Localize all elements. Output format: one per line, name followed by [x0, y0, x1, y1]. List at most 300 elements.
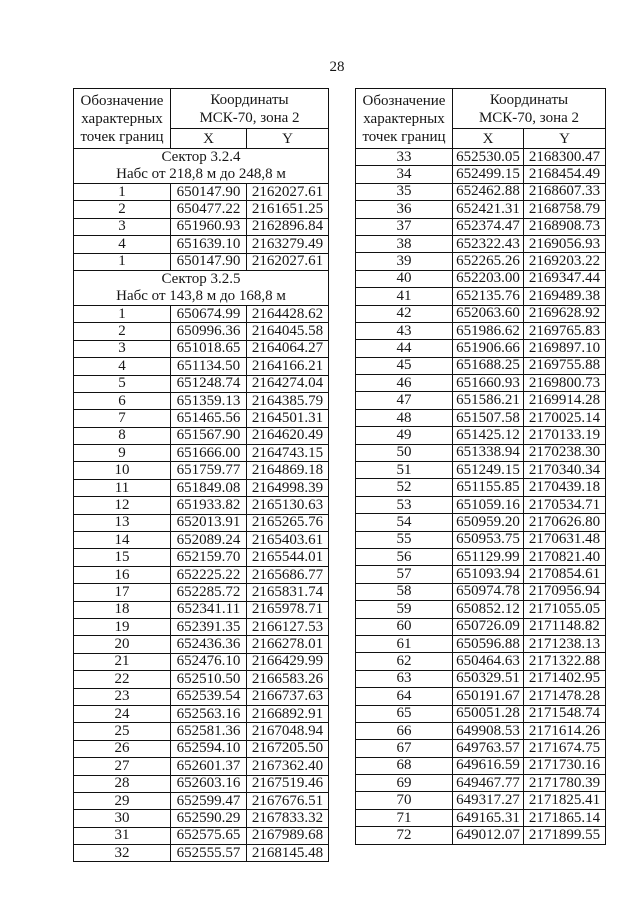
coord-x: 651567.90	[171, 427, 247, 444]
table-row	[74, 671, 329, 688]
coord-y: 2168908.73	[524, 218, 606, 235]
coord-y: 2171780.39	[524, 775, 606, 792]
coord-y: 2171478.28	[524, 688, 606, 705]
point-number: 53	[356, 496, 453, 513]
coord-x: 650974.78	[453, 583, 524, 600]
coord-y: 2169914.28	[524, 392, 606, 409]
coord-x: 649012.07	[453, 827, 524, 844]
coord-x: 652421.31	[453, 201, 524, 218]
coord-x: 652462.88	[453, 183, 524, 200]
point-number: 16	[74, 566, 171, 583]
coord-y: 2165978.71	[247, 601, 329, 618]
table-row	[356, 653, 606, 670]
coord-y: 2168607.33	[524, 183, 606, 200]
coord-x: 650674.99	[171, 305, 247, 322]
coord-x: 649467.77	[453, 775, 524, 792]
table-row	[356, 618, 606, 635]
coord-x: 652575.65	[171, 827, 247, 844]
coord-y: 2168300.47	[524, 149, 606, 166]
table-row	[356, 635, 606, 652]
coord-y: 2169203.22	[524, 253, 606, 270]
coord-x: 650329.51	[453, 670, 524, 687]
coord-x: 652322.43	[453, 235, 524, 252]
coord-x: 652089.24	[171, 532, 247, 549]
coord-x: 652530.05	[453, 149, 524, 166]
table-row	[356, 427, 606, 444]
coord-y: 2165831.74	[247, 584, 329, 601]
coord-y: 2164045.58	[247, 323, 329, 340]
coord-y: 2168145.48	[247, 845, 329, 862]
coord-y: 2166583.26	[247, 671, 329, 688]
point-number: 34	[356, 166, 453, 183]
coord-y: 2171148.82	[524, 618, 606, 635]
point-number: 42	[356, 305, 453, 322]
coord-y: 2171730.16	[524, 757, 606, 774]
coord-x: 650996.36	[171, 323, 247, 340]
point-number: 65	[356, 705, 453, 722]
coord-x: 651059.16	[453, 496, 524, 513]
coord-x: 652599.47	[171, 792, 247, 809]
point-number: 17	[74, 584, 171, 601]
coord-y: 2165130.63	[247, 497, 329, 514]
coord-x: 652063.60	[453, 305, 524, 322]
point-number: 43	[356, 322, 453, 339]
table-row	[74, 792, 329, 809]
table-row	[74, 827, 329, 844]
table-row	[356, 149, 606, 166]
point-number: 24	[74, 705, 171, 722]
table-row	[356, 340, 606, 357]
point-number: 39	[356, 253, 453, 270]
table-row	[74, 340, 329, 357]
point-number: 9	[74, 445, 171, 462]
table-row	[356, 357, 606, 374]
coord-y: 2169755.88	[524, 357, 606, 374]
coord-x: 650147.90	[171, 184, 247, 201]
table-row	[356, 218, 606, 235]
coord-y: 2164274.04	[247, 375, 329, 392]
point-number: 66	[356, 722, 453, 739]
sector-body	[74, 270, 329, 862]
coord-x: 651018.65	[171, 340, 247, 357]
coord-x: 650596.88	[453, 635, 524, 652]
sector-title: Сектор 3.2.5	[161, 270, 241, 287]
point-number: 52	[356, 479, 453, 496]
point-number: 49	[356, 427, 453, 444]
sector-header	[74, 149, 329, 184]
table-row	[74, 375, 329, 392]
coord-x: 650051.28	[453, 705, 524, 722]
table-row	[356, 270, 606, 287]
coord-x: 652135.76	[453, 288, 524, 305]
sector-row	[74, 270, 329, 305]
coordinate-system-label: МСК-70, зона 2	[199, 109, 300, 126]
table-row	[356, 444, 606, 461]
table-row	[74, 845, 329, 862]
coord-x: 651359.13	[171, 392, 247, 409]
y-column-header: Y	[524, 129, 606, 149]
point-number: 21	[74, 653, 171, 670]
point-number: 28	[74, 775, 171, 792]
table-row	[74, 253, 329, 270]
table-row	[74, 358, 329, 375]
coord-y: 2171674.75	[524, 740, 606, 757]
header-row	[74, 89, 329, 129]
coord-x: 652203.00	[453, 270, 524, 287]
table-row	[356, 514, 606, 531]
point-number: 19	[74, 618, 171, 635]
table-row	[74, 532, 329, 549]
table-row	[356, 670, 606, 687]
point-number: 22	[74, 671, 171, 688]
coord-x: 652603.16	[171, 775, 247, 792]
coord-y: 2167048.94	[247, 723, 329, 740]
point-number: 37	[356, 218, 453, 235]
coord-x: 651249.15	[453, 462, 524, 479]
right-coordinates-table	[355, 88, 606, 845]
table-header	[74, 89, 329, 149]
coord-x: 650852.12	[453, 601, 524, 618]
coord-y: 2171825.41	[524, 792, 606, 809]
coord-y: 2171899.55	[524, 827, 606, 844]
coord-y: 2162027.61	[247, 184, 329, 201]
coord-x: 651248.74	[171, 375, 247, 392]
coord-x: 651586.21	[453, 392, 524, 409]
table-row	[74, 323, 329, 340]
table-row	[74, 514, 329, 531]
coord-y: 2164428.62	[247, 305, 329, 322]
coord-y: 2169765.83	[524, 322, 606, 339]
coord-x: 650191.67	[453, 688, 524, 705]
sector-body	[74, 149, 329, 271]
point-number: 60	[356, 618, 453, 635]
point-number: 12	[74, 497, 171, 514]
coord-y: 2169347.44	[524, 270, 606, 287]
coord-x: 650959.20	[453, 514, 524, 531]
point-number: 36	[356, 201, 453, 218]
table-row	[356, 235, 606, 252]
point-number: 11	[74, 479, 171, 496]
point-number: 27	[74, 758, 171, 775]
coord-x: 652581.36	[171, 723, 247, 740]
coord-y: 2168758.79	[524, 201, 606, 218]
coord-y: 2162027.61	[247, 253, 329, 270]
coordinates-header	[453, 89, 606, 129]
table-row	[74, 584, 329, 601]
coord-x: 652510.50	[171, 671, 247, 688]
coord-y: 2171322.88	[524, 653, 606, 670]
point-number: 57	[356, 566, 453, 583]
sector-range: Набс от 143,8 м до 168,8 м	[116, 287, 286, 304]
header-row	[356, 89, 606, 129]
coord-y: 2169489.38	[524, 288, 606, 305]
table-row	[74, 479, 329, 496]
coord-y: 2164064.27	[247, 340, 329, 357]
sector-title: Сектор 3.2.4	[161, 149, 241, 165]
coord-x: 652285.72	[171, 584, 247, 601]
table-row	[74, 775, 329, 792]
coord-x: 651960.93	[171, 218, 247, 235]
table-row	[356, 548, 606, 565]
point-number: 35	[356, 183, 453, 200]
table-row	[74, 410, 329, 427]
coord-y: 2165403.61	[247, 532, 329, 549]
designation-header: Обозначение характерных точек границ	[74, 89, 171, 149]
point-number: 55	[356, 531, 453, 548]
table-row	[356, 775, 606, 792]
table-row	[356, 601, 606, 618]
table-row	[356, 166, 606, 183]
coord-x: 651986.62	[453, 322, 524, 339]
coordinates-label: Координаты	[489, 91, 569, 108]
point-number: 40	[356, 270, 453, 287]
coord-x: 652499.15	[453, 166, 524, 183]
table-row	[356, 757, 606, 774]
coord-y: 2171865.14	[524, 809, 606, 826]
coord-y: 2170439.18	[524, 479, 606, 496]
point-number: 51	[356, 462, 453, 479]
coord-x: 652555.57	[171, 845, 247, 862]
table-row	[74, 218, 329, 235]
coord-x: 652594.10	[171, 740, 247, 757]
table-row	[356, 688, 606, 705]
designation-header: Обозначение характерных точек границ	[356, 89, 453, 149]
table-row	[356, 809, 606, 826]
coord-y: 2165686.77	[247, 566, 329, 583]
coord-y: 2168454.49	[524, 166, 606, 183]
coord-y: 2164166.21	[247, 358, 329, 375]
coord-y: 2167519.46	[247, 775, 329, 792]
point-number: 67	[356, 740, 453, 757]
point-number: 47	[356, 392, 453, 409]
point-number: 56	[356, 548, 453, 565]
table-row	[356, 827, 606, 844]
coord-x: 652374.47	[453, 218, 524, 235]
coord-y: 2170534.71	[524, 496, 606, 513]
table-row	[74, 305, 329, 322]
coord-x: 651666.00	[171, 445, 247, 462]
point-number: 31	[74, 827, 171, 844]
coord-y: 2170238.30	[524, 444, 606, 461]
coord-y: 2169056.93	[524, 235, 606, 252]
table-row	[356, 462, 606, 479]
coord-y: 2169800.73	[524, 375, 606, 392]
coord-x: 649616.59	[453, 757, 524, 774]
point-number: 29	[74, 792, 171, 809]
coord-x: 651933.82	[171, 497, 247, 514]
table-row	[74, 705, 329, 722]
point-number: 50	[356, 444, 453, 461]
coordinate-system-label: МСК-70, зона 2	[478, 109, 580, 126]
table-row	[74, 462, 329, 479]
coord-y: 2164998.39	[247, 479, 329, 496]
coord-x: 652341.11	[171, 601, 247, 618]
coord-x: 651093.94	[453, 566, 524, 583]
y-column-header: Y	[247, 129, 329, 149]
coord-x: 649165.31	[453, 809, 524, 826]
coord-y: 2162896.84	[247, 218, 329, 235]
coord-x: 651465.56	[171, 410, 247, 427]
point-number: 48	[356, 409, 453, 426]
table-row	[356, 705, 606, 722]
coord-y: 2167833.32	[247, 810, 329, 827]
coord-x: 649763.57	[453, 740, 524, 757]
coord-x: 651129.99	[453, 548, 524, 565]
coord-x: 652539.54	[171, 688, 247, 705]
table-row	[356, 409, 606, 426]
table-row	[356, 392, 606, 409]
coord-y: 2167205.50	[247, 740, 329, 757]
coord-x: 650147.90	[171, 253, 247, 270]
coord-y: 2170133.19	[524, 427, 606, 444]
table-row	[356, 566, 606, 583]
coord-y: 2170821.40	[524, 548, 606, 565]
coord-y: 2165265.76	[247, 514, 329, 531]
table-row	[74, 566, 329, 583]
table-row	[74, 497, 329, 514]
coord-y: 2170631.48	[524, 531, 606, 548]
coord-y: 2171614.26	[524, 722, 606, 739]
table-row	[74, 740, 329, 757]
table-row	[356, 183, 606, 200]
table-row	[356, 305, 606, 322]
point-number: 70	[356, 792, 453, 809]
coord-x: 652225.22	[171, 566, 247, 583]
point-number: 2	[74, 323, 171, 340]
coord-y: 2167989.68	[247, 827, 329, 844]
coord-x: 652476.10	[171, 653, 247, 670]
coord-y: 2161651.25	[247, 201, 329, 218]
coord-x: 652159.70	[171, 549, 247, 566]
x-column-header: X	[453, 129, 524, 149]
point-number: 61	[356, 635, 453, 652]
point-number: 7	[74, 410, 171, 427]
table-row	[356, 201, 606, 218]
coord-y: 2166892.91	[247, 705, 329, 722]
coord-y: 2164743.15	[247, 445, 329, 462]
table-row	[74, 549, 329, 566]
table-row	[356, 288, 606, 305]
point-number: 72	[356, 827, 453, 844]
coord-y: 2170854.61	[524, 566, 606, 583]
point-number: 30	[74, 810, 171, 827]
point-number: 63	[356, 670, 453, 687]
coord-y: 2170025.14	[524, 409, 606, 426]
table-row	[356, 740, 606, 757]
coord-y: 2166737.63	[247, 688, 329, 705]
point-number: 10	[74, 462, 171, 479]
point-number: 15	[74, 549, 171, 566]
coord-y: 2169897.10	[524, 340, 606, 357]
point-number: 18	[74, 601, 171, 618]
point-number: 20	[74, 636, 171, 653]
coord-x: 652391.35	[171, 618, 247, 635]
point-number: 54	[356, 514, 453, 531]
point-number: 26	[74, 740, 171, 757]
point-number: 62	[356, 653, 453, 670]
coord-x: 651639.10	[171, 236, 247, 253]
point-number: 5	[74, 375, 171, 392]
coord-x: 652590.29	[171, 810, 247, 827]
point-number: 4	[74, 236, 171, 253]
coord-y: 2170956.94	[524, 583, 606, 600]
table-row	[356, 479, 606, 496]
table-header	[356, 89, 606, 149]
table-row	[74, 236, 329, 253]
point-number: 25	[74, 723, 171, 740]
table-row	[74, 601, 329, 618]
coord-x: 651425.12	[453, 427, 524, 444]
point-number: 32	[74, 845, 171, 862]
coord-y: 2164620.49	[247, 427, 329, 444]
point-number: 58	[356, 583, 453, 600]
coord-x: 651759.77	[171, 462, 247, 479]
coord-x: 651906.66	[453, 340, 524, 357]
coord-y: 2171238.13	[524, 635, 606, 652]
point-number: 68	[356, 757, 453, 774]
coord-y: 2167362.40	[247, 758, 329, 775]
coord-x: 651849.08	[171, 479, 247, 496]
table-row	[356, 322, 606, 339]
point-number: 38	[356, 235, 453, 252]
coord-x: 652013.91	[171, 514, 247, 531]
table-row	[356, 722, 606, 739]
coord-x: 651155.85	[453, 479, 524, 496]
coord-x: 649908.53	[453, 722, 524, 739]
coord-y: 2164869.18	[247, 462, 329, 479]
table-row	[356, 375, 606, 392]
point-number: 1	[74, 184, 171, 201]
coord-y: 2170626.80	[524, 514, 606, 531]
point-number: 3	[74, 340, 171, 357]
coord-y: 2169628.92	[524, 305, 606, 322]
page-number: 28	[329, 59, 345, 75]
table-row	[74, 810, 329, 827]
point-number: 23	[74, 688, 171, 705]
point-number: 14	[74, 532, 171, 549]
table-row	[74, 427, 329, 444]
coord-y: 2164385.79	[247, 392, 329, 409]
table-row	[74, 445, 329, 462]
sector-row	[74, 149, 329, 184]
point-number: 44	[356, 340, 453, 357]
point-number: 3	[74, 218, 171, 235]
point-number: 1	[74, 253, 171, 270]
left-coordinates-table	[73, 88, 329, 862]
coord-y: 2166429.99	[247, 653, 329, 670]
x-column-header: X	[171, 129, 247, 149]
coord-x: 652601.37	[171, 758, 247, 775]
point-number: 41	[356, 288, 453, 305]
table-row	[356, 583, 606, 600]
table-row	[74, 723, 329, 740]
point-number: 2	[74, 201, 171, 218]
table-row	[74, 636, 329, 653]
coord-y: 2171055.05	[524, 601, 606, 618]
point-number: 45	[356, 357, 453, 374]
table-row	[74, 758, 329, 775]
point-number: 8	[74, 427, 171, 444]
coord-y: 2164501.31	[247, 410, 329, 427]
point-number: 13	[74, 514, 171, 531]
table-row	[356, 496, 606, 513]
coord-y: 2163279.49	[247, 236, 329, 253]
point-number: 71	[356, 809, 453, 826]
coord-x: 651507.58	[453, 409, 524, 426]
coord-y: 2166127.53	[247, 618, 329, 635]
point-number: 1	[74, 305, 171, 322]
point-number: 69	[356, 775, 453, 792]
